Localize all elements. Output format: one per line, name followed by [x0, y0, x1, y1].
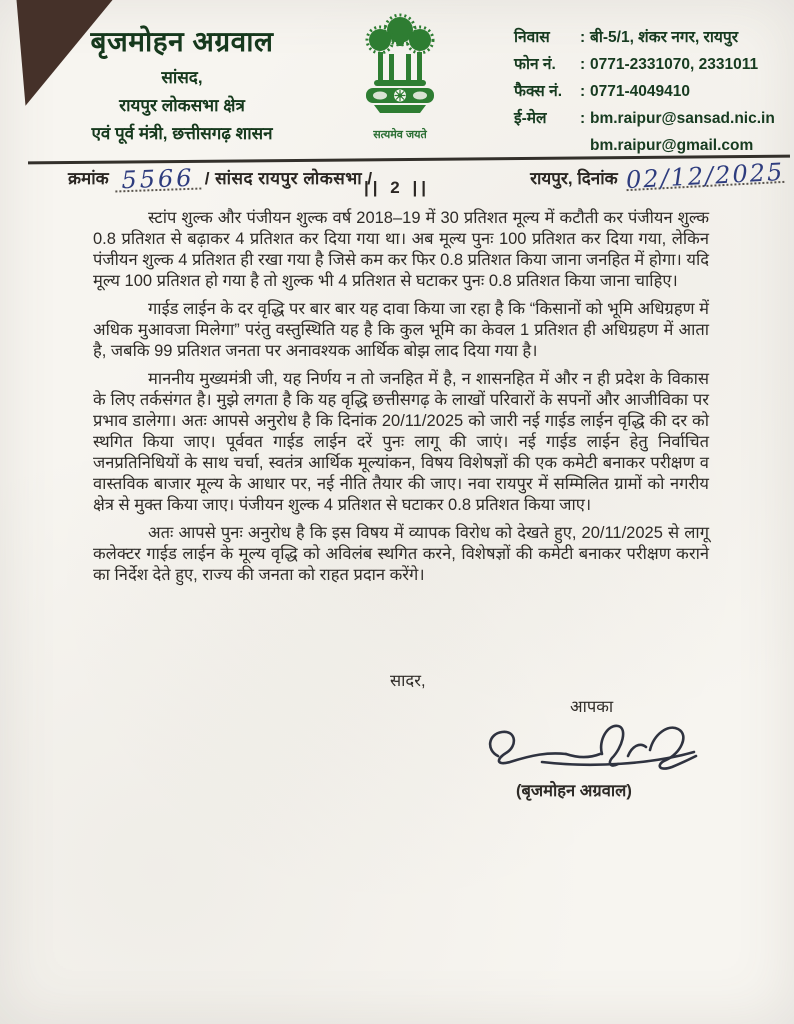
emblem-motto: सत्यमेव जयते — [373, 129, 427, 141]
letterhead-sender-block — [48, 22, 316, 144]
closing-yours: आपका — [570, 698, 614, 716]
paragraph-4: अतः आपसे पुनः अनुरोध है कि इस विषय में व्यापक विरोध को देखते हुए, 20/11/2025 से लागू कलेक्टर गाईड लाईन के मूल्य वृद्धि को अविलंब स्थगित करने, विशेषज्ञों की कमेटी बनाकर परीक्षण कराने का निर्देश देते हुए, राज्य की जनता को राहत प्रदान करेंगे। — [93, 524, 709, 584]
paragraph-1: स्टांप शुल्क और पंजीयन शुल्क वर्ष 2018–19 में 30 प्रतिशत मूल्य में कटौती कर पंजीयन शुल्क 0.8 प्रतिशत से बढ़ाकर 4 प्रतिशत कर दिया गया था। अब मूल्य पुनः 100 प्रतिशत कर दिया गया, लेकिन पंजीयन शुल्क 4 प्रतिशत ही रखा गया है जिसे कम कर फिर 0.8 प्रतिशत किया जाना जनहित में होगा। यदि मूल्य 100 प्रतिशत हो गया है तो शुल्क भी 4 प्रतिशत से घटाकर पुनः 0.8 प्रतिशत किया जाना चाहिए। — [93, 209, 709, 290]
ashoka-emblem-icon — [350, 8, 450, 126]
paragraph-3: माननीय मुख्यमंत्री जी, यह निर्णय न तो जनहित में है, न शासनहित में और न ही प्रदेश के विकास के लिए तर्कसंगत है। मुझे लगता है कि यह वृद्धि छत्तीसगढ़ के लाखों परिवारों के सपनों और आजीविका पर प्रभाव डालेगा। अतः आपसे अनुरोध है कि दिनांक 20/11/2025 को जारी नई गाईड लाईन वृद्धि की दर को स्थगित किया जाए। पूर्ववत गाईड लाईन दरें पुनः लागू की जाएं। नई गाईड लाईन हेतु निर्वाचित जनप्रतिनिधियों के साथ चर्चा, स्वतंत्र आर्थिक मूल्यांकन, विषय विशेषज्ञों की एक कमेटी बनाकर परीक्षण व वास्तविक बाजार मूल्य के आधार पर, नई नीति तैयार की जाए। नवा रायपुर में सम्मिलित ग्रामों को नगरीय क्षेत्र से मुक्त किया जाए। पंजीयन शुल्क 4 प्रतिशत से घटाकर 0.8 प्रतिशत किया जाए। — [93, 370, 709, 514]
contact-phone: फोन नं. : 0771-2331070, 2331011 — [514, 56, 759, 73]
closing-regards: सादर, — [390, 672, 426, 690]
ashoka-emblem — [344, 8, 456, 142]
sender-constituency: रायपुर लोकसभा क्षेत्र — [119, 96, 245, 115]
contact-email: ई-मेल : bm.raipur@sansad.nic.in — [514, 110, 775, 127]
page-number-marker: || 2 || — [364, 178, 430, 197]
place-date-label: रायपुर, दिनांक — [530, 169, 618, 188]
letterhead-contact-block — [514, 24, 790, 159]
serial-number-handwritten: 5566 — [114, 168, 201, 193]
date-handwritten: 02/12/2025 — [624, 157, 785, 195]
contact-fax: फैक्स नं. : 0771-4049410 — [514, 83, 690, 100]
sender-former-post: एवं पूर्व मंत्री, छत्तीसगढ़ शासन — [91, 124, 273, 143]
sender-name: बृजमोहन अग्रवाल — [90, 26, 274, 57]
letter-body — [93, 208, 709, 593]
signature — [482, 716, 700, 778]
contact-email-alt: bm.raipur@gmail.com — [590, 137, 754, 154]
serial-label: क्रमांक — [68, 169, 109, 188]
paragraph-2: गाईड लाईन के दर वृद्धि पर बार बार यह दावा किया जा रहा है कि “किसानों को भूमि अधिग्रहण में अधिक मुआवजा मिलेगा” परंतु वस्तुस्थिति यह है कि कुल भूमि का केवल 1 प्रतिशत ही अधिग्रहण में आता है, जबकि 99 प्रतिशत जनता पर अनावश्यक आर्थिक बोझ लाद दिया गया है। — [93, 300, 709, 360]
signatory-name: (बृजमोहन अग्रवाल) — [516, 782, 632, 800]
sender-designation: सांसद, — [161, 68, 203, 87]
serial-suffix: / सांसद रायपुर लोकसभा / — [204, 169, 373, 188]
contact-residence: निवास : बी-5/1, शंकर नगर, रायपुर — [514, 29, 739, 46]
